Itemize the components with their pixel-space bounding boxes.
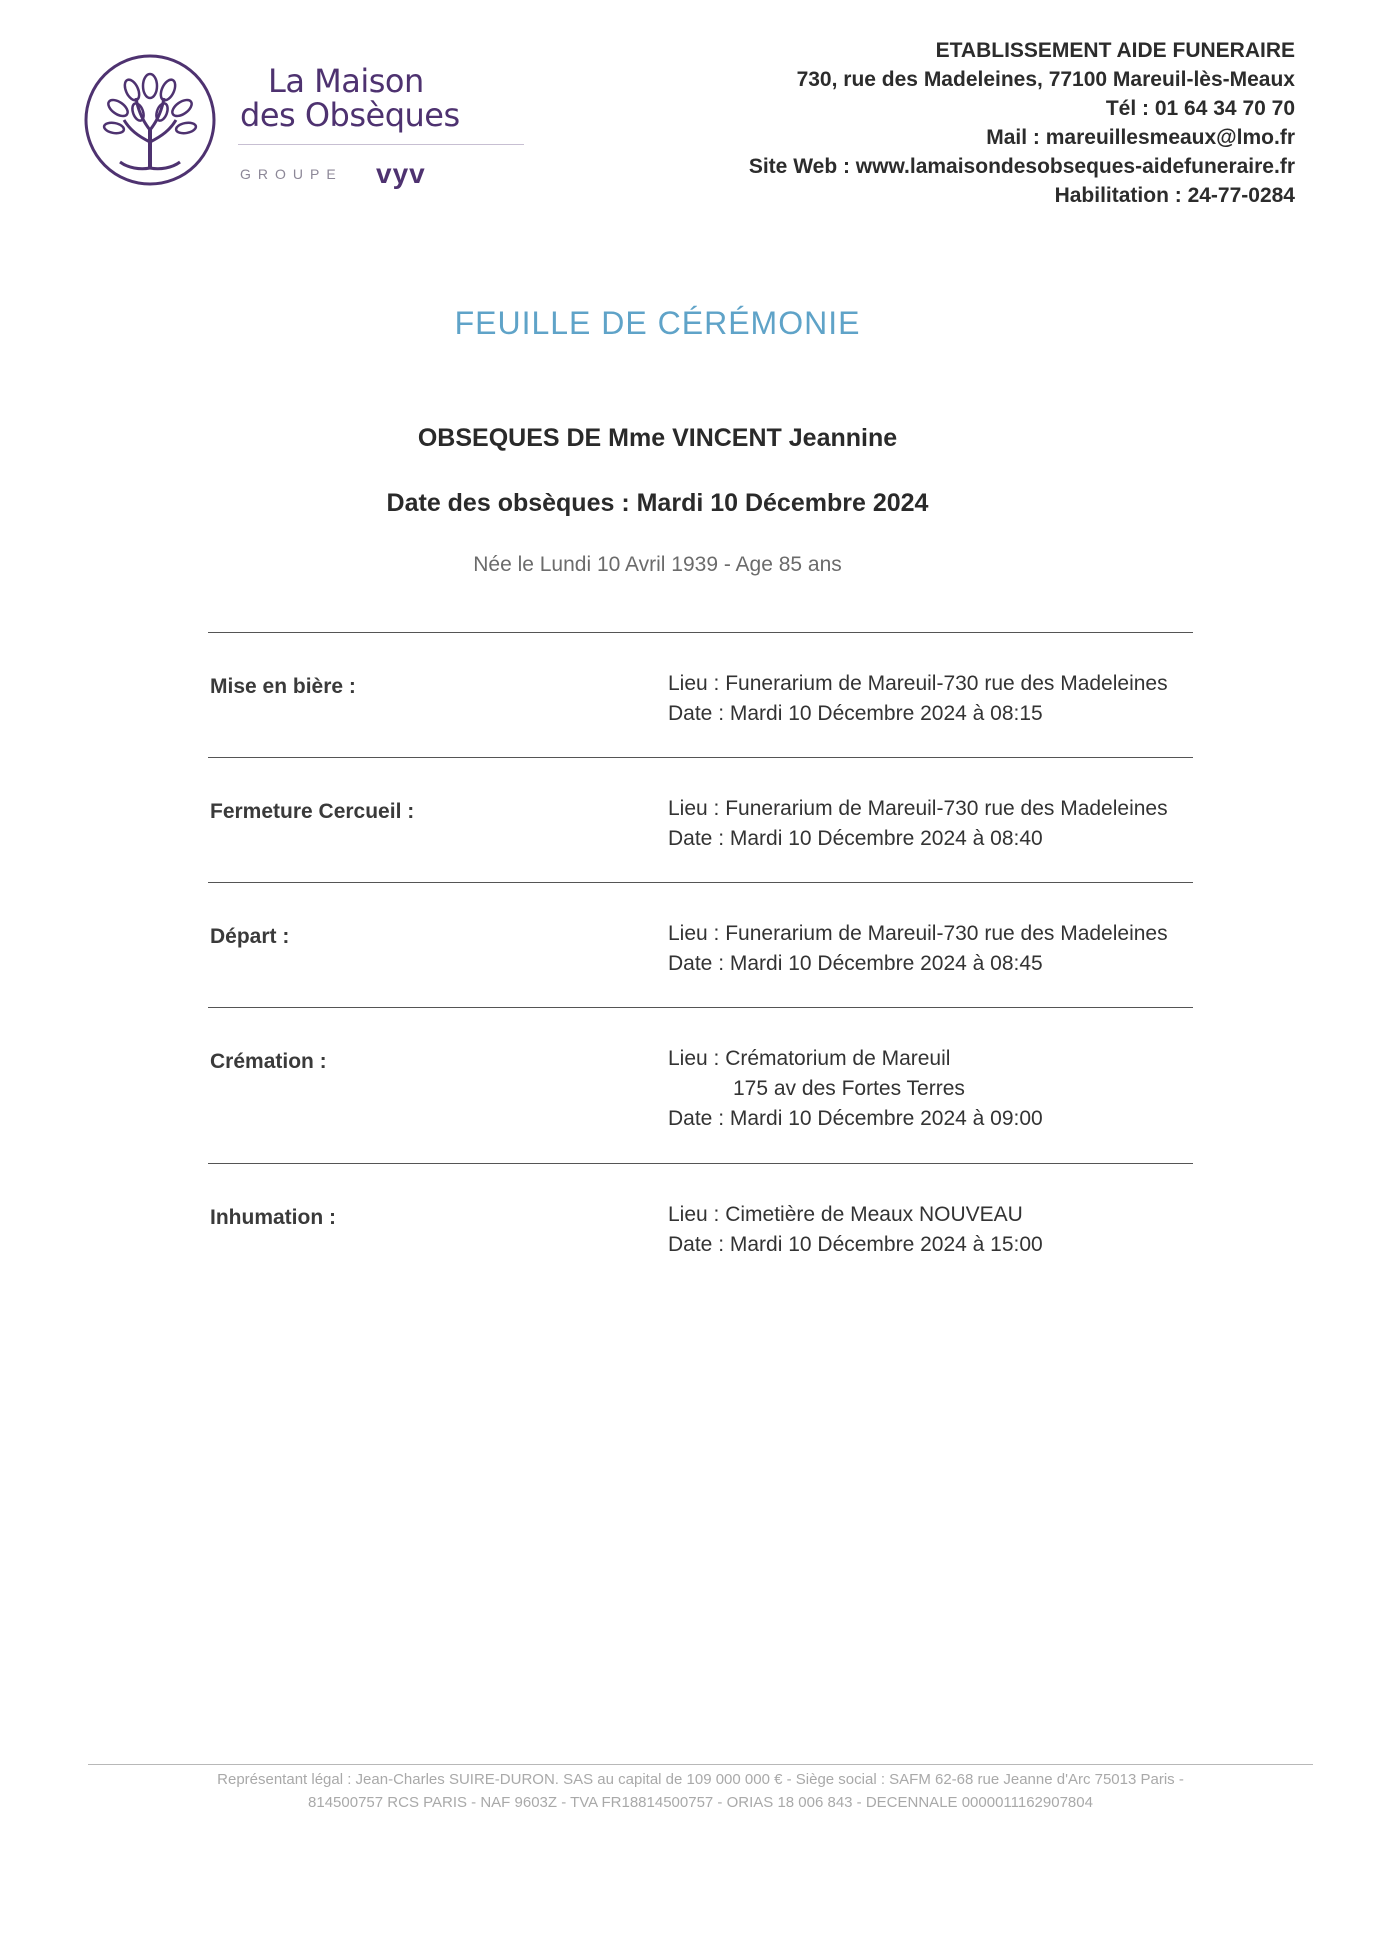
tree-of-life-icon	[80, 50, 220, 190]
company-info	[749, 36, 1295, 210]
company-website: Site Web : www.lamaisondesobseques-aidefuneraire.fr	[748, 155, 1295, 178]
step-date: Date : Mardi 10 Décembre 2024 à 08:15	[668, 702, 1043, 725]
company-habilitation: Habilitation : 24-77-0284	[1054, 184, 1295, 207]
step-details	[668, 1044, 1043, 1134]
company-logo	[80, 50, 460, 200]
step-label: Départ :	[210, 925, 290, 948]
step-location-address: 175 av des Fortes Terres	[733, 1077, 965, 1100]
step-label: Mise en bière :	[210, 675, 356, 698]
company-phone: Tél : 01 64 34 70 70	[1105, 97, 1295, 120]
step-label: Crémation :	[210, 1050, 327, 1073]
schedule-row	[208, 1007, 1193, 1163]
logo-brand: vyv	[376, 158, 426, 189]
logo-text-line1: La Maison	[268, 62, 424, 100]
step-details	[668, 919, 1168, 979]
step-location: Lieu : Funerarium de Mareuil-730 rue des Madeleines	[668, 922, 1168, 945]
company-name: ETABLISSEMENT AIDE FUNERAIRE	[935, 39, 1295, 62]
step-date: Date : Mardi 10 Décembre 2024 à 08:40	[668, 827, 1043, 850]
funeral-date: Date des obsèques : Mardi 10 Décembre 2024	[386, 489, 929, 517]
step-label: Inhumation :	[210, 1206, 336, 1229]
logo-group-label: GROUPE	[240, 166, 343, 182]
logo-text-line2: des Obsèques	[240, 96, 460, 134]
schedule-row	[208, 882, 1193, 1007]
step-label: Fermeture Cercueil :	[210, 800, 415, 823]
step-date: Date : Mardi 10 Décembre 2024 à 08:45	[668, 952, 1043, 975]
footer-divider	[88, 1764, 1313, 1765]
birth-info: Née le Lundi 10 Avril 1939 - Age 85 ans	[473, 553, 842, 576]
step-details	[668, 1200, 1043, 1260]
step-date: Date : Mardi 10 Décembre 2024 à 09:00	[668, 1107, 1043, 1130]
step-location: Lieu : Funerarium de Mareuil-730 rue des Madeleines	[668, 672, 1168, 695]
company-address: 730, rue des Madeleines, 77100 Mareuil-lès-Meaux	[796, 68, 1295, 91]
document-title: FEUILLE DE CÉRÉMONIE	[454, 305, 861, 341]
ceremony-schedule	[208, 632, 1193, 1274]
schedule-row	[208, 1163, 1193, 1274]
schedule-row	[208, 757, 1193, 882]
footer-line: Représentant légal : Jean-Charles SUIRE-DURON. SAS au capital de 109 000 000 € - Siège social : SAFM 62-68 rue Jeanne d'Arc 75013 Paris -	[217, 1771, 1184, 1788]
step-date: Date : Mardi 10 Décembre 2024 à 15:00	[668, 1233, 1043, 1256]
logo-divider	[238, 144, 524, 145]
step-location: Lieu : Cimetière de Meaux NOUVEAU	[668, 1203, 1023, 1226]
company-mail: Mail : mareuillesmeaux@lmo.fr	[986, 126, 1295, 149]
footer-line: 814500757 RCS PARIS - NAF 9603Z - TVA FR18814500757 - ORIAS 18 006 843 - DECENNALE 0000011162907804	[308, 1794, 1093, 1811]
schedule-row	[208, 632, 1193, 757]
deceased-name: OBSEQUES DE Mme VINCENT Jeannine	[417, 424, 898, 452]
step-details	[668, 794, 1168, 854]
step-details	[668, 669, 1168, 729]
step-location: Lieu : Crématorium de Mareuil	[668, 1047, 951, 1070]
step-location: Lieu : Funerarium de Mareuil-730 rue des Madeleines	[668, 797, 1168, 820]
legal-footer	[88, 1768, 1313, 1814]
